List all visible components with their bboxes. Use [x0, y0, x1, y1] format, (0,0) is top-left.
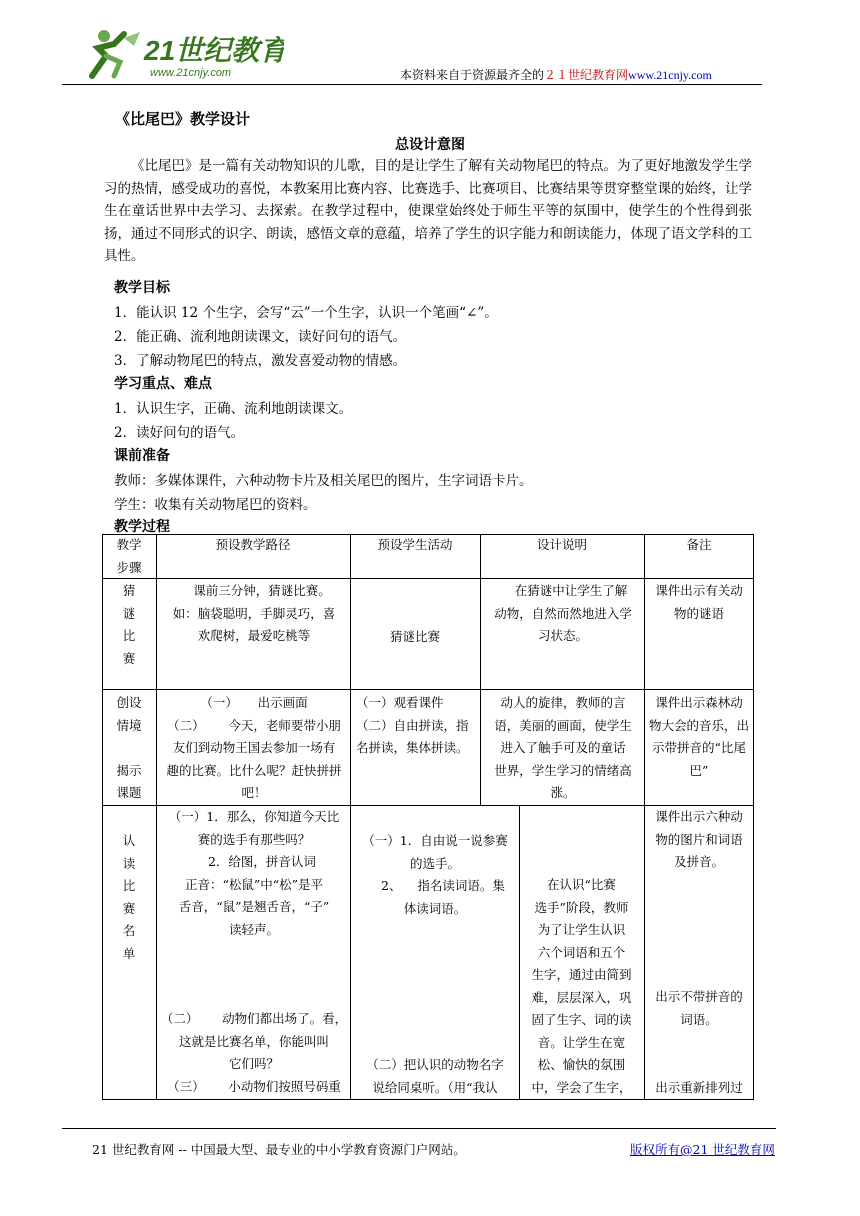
table-path-cell: （二） 动物们都出场了。看， 这就是比赛名单，你能叫叫 它们吗？ （三） 小动物们按照号码重 [160, 1011, 348, 1094]
header-note-url[interactable]: www.21cnjy.com [628, 68, 712, 82]
runner-logo-icon [84, 26, 284, 86]
svg-text:21世纪教育: 21世纪教育 [144, 35, 284, 66]
header-divider [62, 84, 762, 85]
overview-heading: 总设计意图 [395, 137, 465, 153]
goals-heading: 教学目标 [114, 280, 170, 296]
table-design-cell: 在猜谜中让学生了解 动物，自然而然地进入学 习状态。 [494, 583, 632, 643]
table-note-cell: 课件出示有关动 物的谜语 [655, 583, 743, 621]
table-note-cell: 出示重新排列过 [655, 1080, 743, 1095]
preparation-heading: 课前准备 [114, 448, 170, 464]
table-note-cell: 课件出示森林动 物大会的音乐，出 示带拼音的“比尾 巴” [648, 695, 749, 778]
table-path-cell: （一）1．那么，你知道今天比 赛的选手有那些吗？ 2．给图，拼音认词 正音：“松鼠”中“松”是平 舌音，“鼠”是翘舌音，“子” 读轻声。 [168, 809, 340, 937]
svg-text:www.21cnjy.com: www.21cnjy.com [150, 67, 232, 79]
goal-item: 1．能认识 12 个生字，会写“云”一个生字，认识一个笔画“∠”。 [114, 305, 498, 321]
header-note-prefix: 本资料来自于资源最齐全的 [400, 68, 545, 82]
table-note-cell: 课件出示六种动 物的图片和词语 及拼音。 [655, 809, 743, 869]
goal-item: 2．能正确、流利地朗读课文，读好问句的语气。 [114, 329, 407, 345]
table-path-cell: （一） 出示画面 （二） 今天，老师要带小朋 友们到动物王国去参加一场有 趣的比赛。比什么呢？赶快拼拼 吧！ [166, 695, 342, 800]
footer-copyright-link[interactable]: 版权所有@21 世纪教育网 [630, 1142, 775, 1157]
goal-item: 3．了解动物尾巴的特点，激发喜爱动物的情感。 [114, 353, 407, 369]
key-points-heading: 学习重点、难点 [114, 376, 212, 392]
table-step-cell: 猜 谜 比 赛 [122, 583, 136, 666]
table-header-cell: 预设教学路径 [215, 537, 291, 552]
process-heading: 教学过程 [114, 519, 170, 535]
table-header-cell: 备注 [686, 537, 712, 552]
table-activity-cell: （二）把认识的动物名字 说给同桌听。（用“我认 [366, 1057, 504, 1095]
preparation-item: 教师：多媒体课件，六种动物卡片及相关尾巴的图片，生字词语卡片。 [114, 473, 533, 489]
table-step-cell: 认 读 比 赛 名 单 [122, 833, 136, 961]
table-activity-cell: 猜谜比赛 [389, 629, 440, 644]
header-source-note [400, 66, 760, 83]
key-point-item: 1．认识生字，正确、流利地朗读课文。 [114, 401, 353, 417]
table-header-cell: 教学 步骤 [116, 537, 142, 575]
table-activity-cell: （一）观看课件 （二）自由拼读，指 名拼读，集体拼读。 [356, 695, 469, 755]
footer-site-description: 21 世纪教育网 -- 中国最大型、最专业的中小学教育资源门户网站。 [92, 1142, 466, 1157]
preparation-item: 学生：收集有关动物尾巴的资料。 [114, 497, 317, 513]
table-step-cell: 创设 情境 揭示 课题 [116, 695, 142, 800]
table-header-cell: 预设学生活动 [377, 537, 453, 552]
table-design-cell: 在认识“比赛 选手”阶段，教师 为了让学生认识 六个词语和五个 生字，通过由简到 难，层层深入，巩 固了生字、词的读 音。让学生在宽 松、愉快的氛围 中，学会了生字， [531, 877, 632, 1095]
footer-divider [62, 1128, 776, 1129]
table-header-cell: 设计说明 [536, 537, 587, 552]
teaching-process-table [102, 534, 754, 1100]
table-activity-cell: （一）1．自由说一说参赛 的选手。 2、 指名读词语。集 体读词语。 [362, 833, 508, 916]
table-path-cell: 课前三分钟，猜谜比赛。 如：脑袋聪明，手脚灵巧，喜 欢爬树，最爱吃桃等 [172, 583, 336, 643]
table-design-cell: 动人的旋律，教师的言 语，美丽的画面，使学生 进入了触手可及的童话 世界，学生学习的情绪高 涨。 [494, 695, 632, 800]
overview-paragraph: 《比尾巴》是一篇有关动物知识的儿歌，目的是让学生了解有关动物尾巴的特点。为了更好地激发学生学习的热情，感受成功的喜悦，本教案用比赛内容、比赛选手、比赛项目、比赛结果等贯穿整堂课的始终，让学生在童话世界中去学习、去探索。在教学过程中，使课堂始终处于师生平等的氛围中，使学生的个性得到张扬，通过不同形式的识字、朗读，感悟文章的意蕴，培养了学生的识字能力和朗读能力，体现了语文学科的工具性。 [104, 158, 752, 264]
header-note-brand: ２１世纪教育网 [544, 68, 629, 82]
key-point-item: 2．读好问句的语气。 [114, 425, 245, 441]
document-title: 《比尾巴》教学设计 [115, 110, 251, 128]
table-note-cell: 出示不带拼音的 词语。 [655, 989, 743, 1027]
site-logo [84, 26, 284, 86]
